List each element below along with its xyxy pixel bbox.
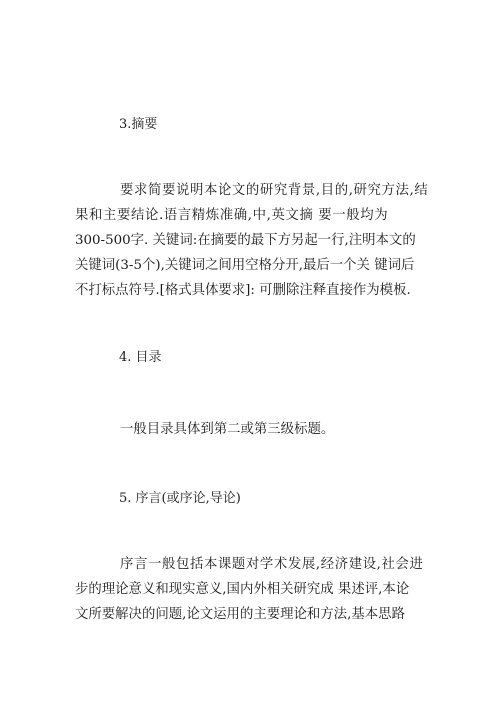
- preface-paragraph-line-3: 文所要解决的问题,论文运用的主要理论和方法,基本思路: [75, 607, 405, 622]
- abstract-paragraph-line-5: 不打标点符号.[格式具体要求]: 可删除注释直接作为模板.: [75, 283, 411, 298]
- section-heading-preface: 5. 序言(或序论,导论): [119, 491, 241, 506]
- toc-paragraph-line-1: 一般目录具体到第二或第三级标题。: [120, 422, 335, 437]
- abstract-paragraph-line-3: 300-500字. 关键词:在摘要的最下方另起一行,注明本文的: [75, 233, 416, 248]
- abstract-paragraph-line-1: 要求简要说明本论文的研究背景,目的,研究方法,结: [120, 183, 429, 198]
- abstract-paragraph-line-2: 果和主要结论.语言精炼准确,中,英文摘 要一般均为: [75, 208, 389, 223]
- preface-paragraph-line-1: 序言一般包括本课题对学术发展,经济建设,社会进: [120, 557, 424, 572]
- preface-paragraph-line-2: 步的理论意义和现实意义,国内外相关研究成 果述评,本论: [75, 582, 410, 597]
- section-heading-abstract: 3.摘要: [119, 117, 158, 132]
- section-heading-toc: 4. 目录: [119, 350, 162, 365]
- abstract-paragraph-line-4: 关键词(3-5个),关键词之间用空格分开,最后一个关 键词后: [75, 258, 415, 273]
